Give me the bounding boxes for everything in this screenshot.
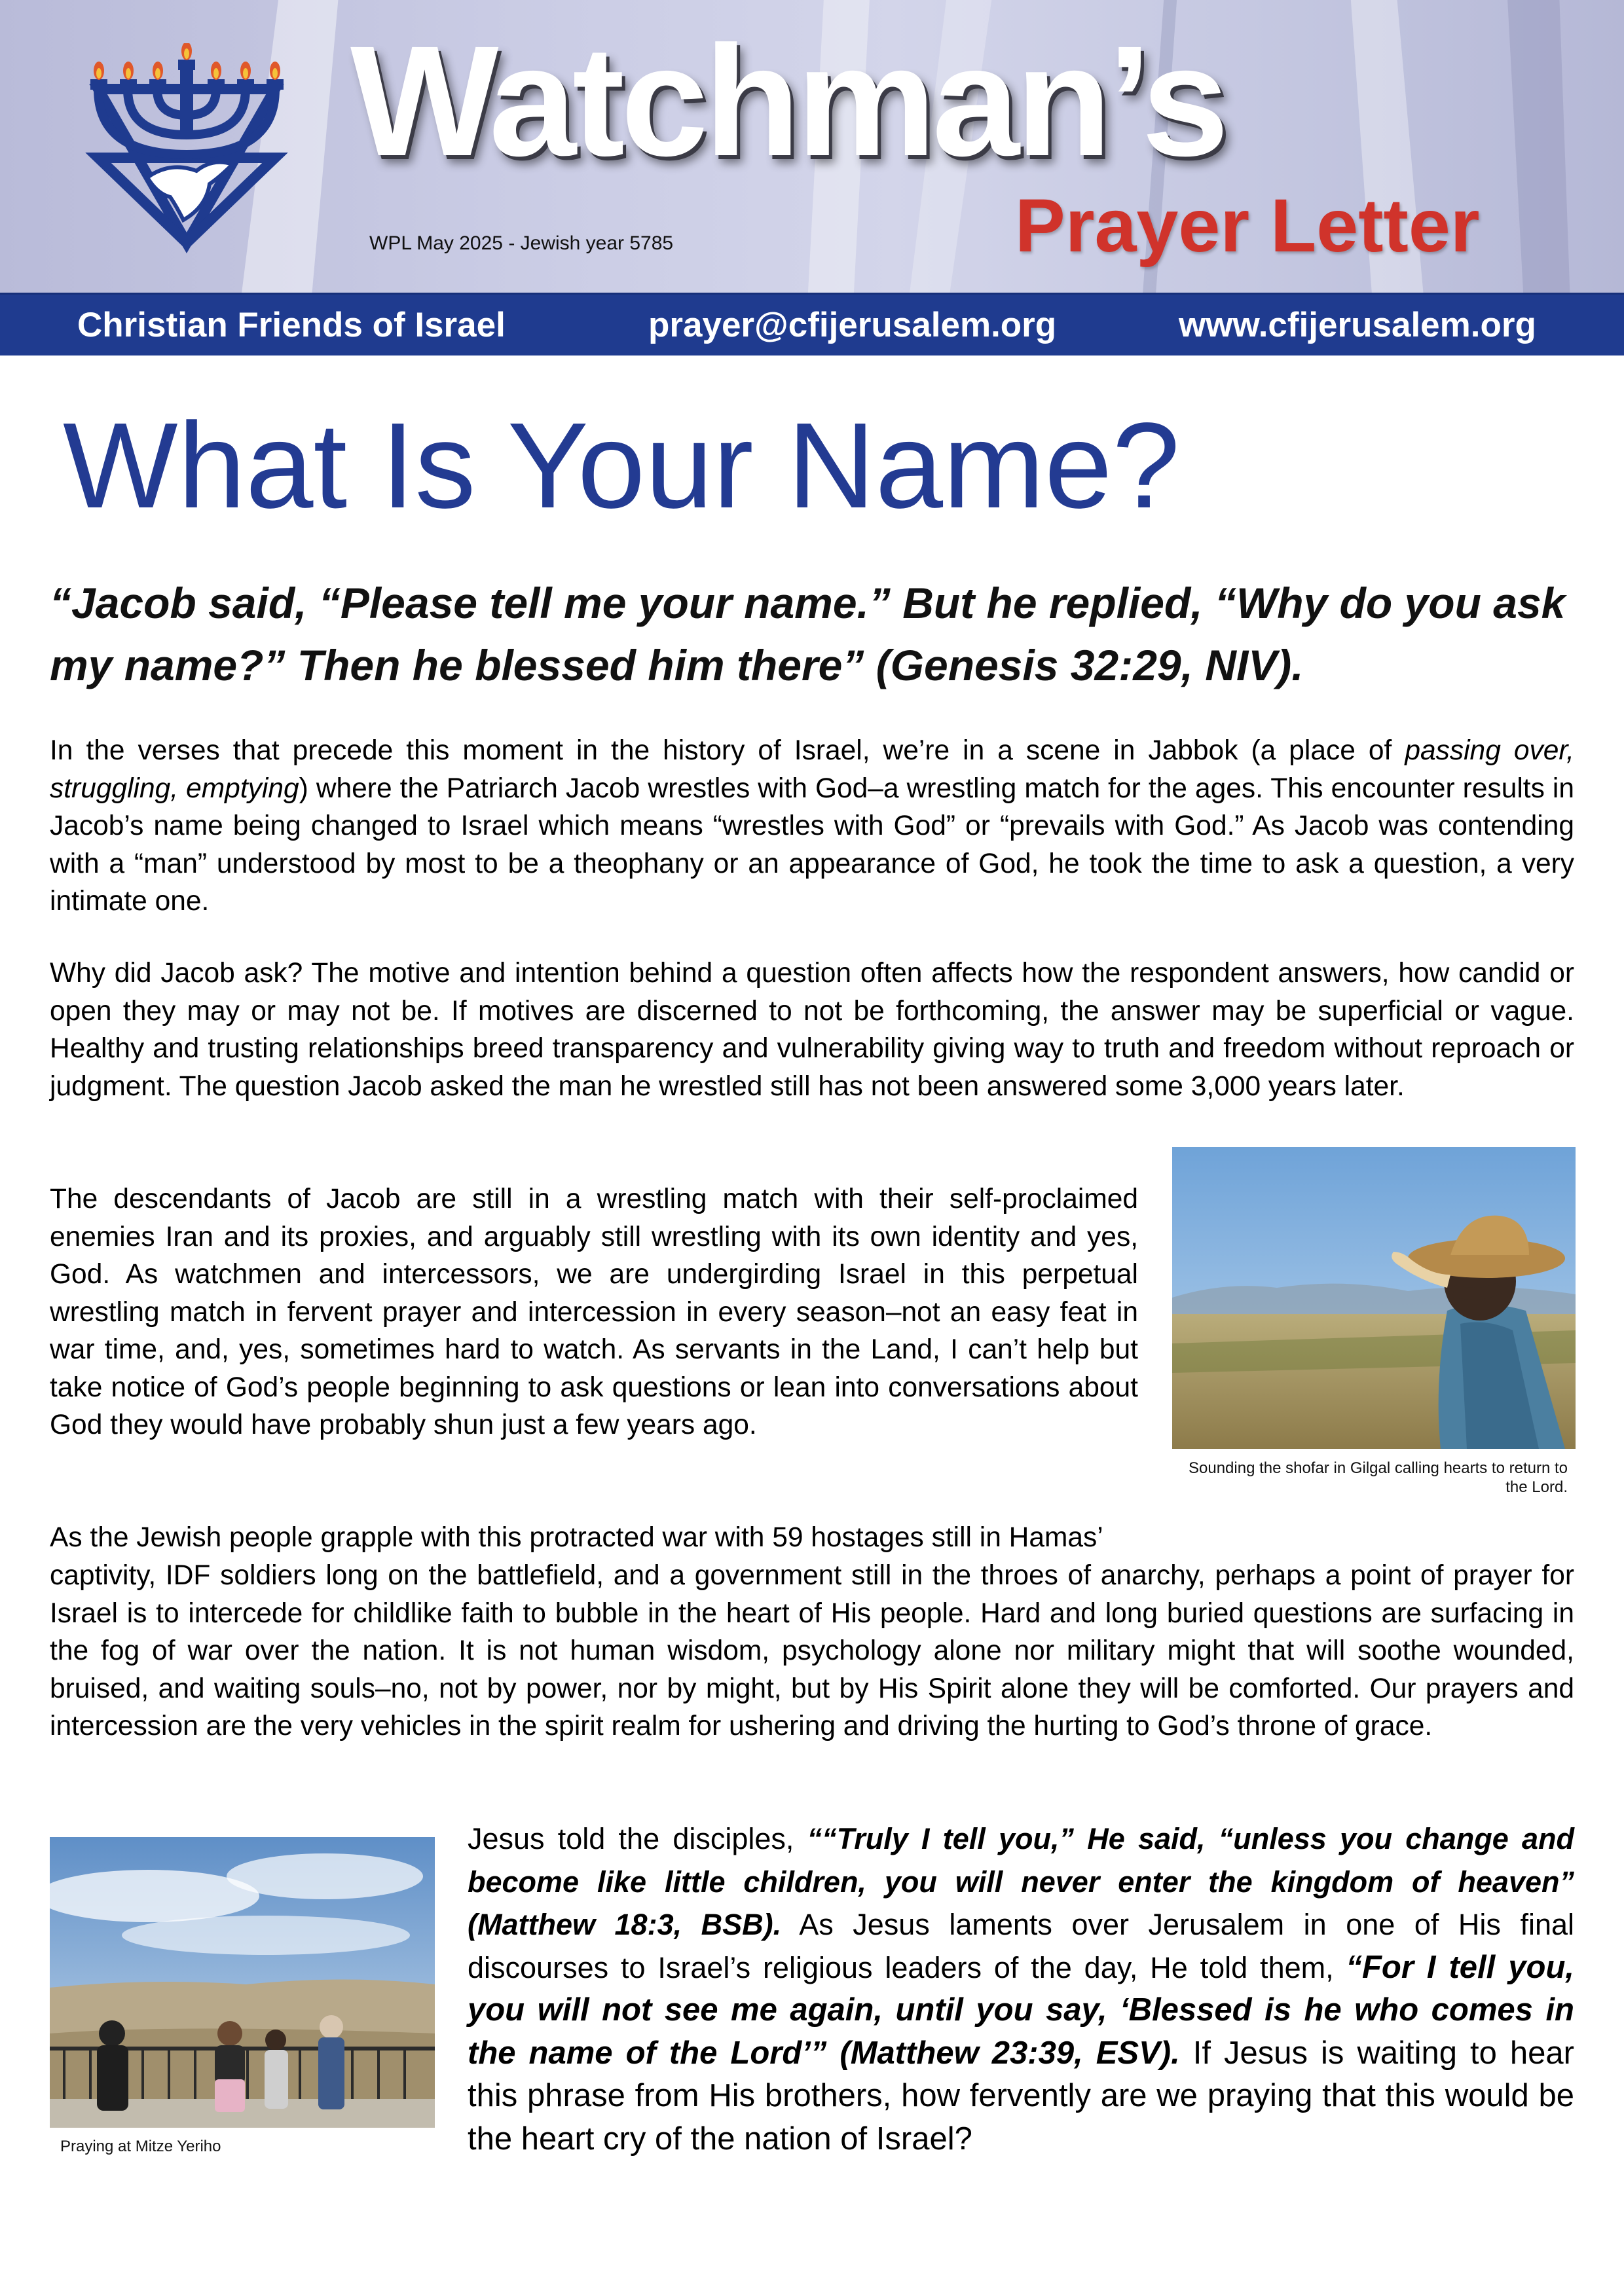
mitze-yeriho-photo-illustration <box>50 1837 435 2128</box>
paragraph-4-first-line: As the Jewish people grapple with this protracted war with 59 hostages still in Hamas’ <box>50 1522 1103 1553</box>
newsletter-title: Watchman’s <box>350 13 1225 189</box>
shofar-photo-illustration <box>1172 1147 1576 1449</box>
paragraph-1 <box>50 732 1574 920</box>
header-banner <box>0 0 1624 293</box>
paragraph-1-text-a: In the verses that precede this moment in the history of Israel, we’re in a scene in Jabbok (a place of <box>50 735 1405 766</box>
paragraph-5-text-e: If Jesus is waiting to hear this phrase from His brothers, how fervently are we praying that this would be the heart cry of the nation of Israel? <box>468 2035 1574 2157</box>
paragraph-1-italic: passing over, struggling, emptying <box>50 735 1574 804</box>
article-headline: What Is Your Name? <box>63 398 1180 534</box>
gilgal-photo-caption: Sounding the shofar in Gilgal calling hearts to return to the Lord. <box>1188 1459 1568 1496</box>
matthew-18-quote: ““Truly I tell you,” He said, “unless you change and become like little children, you will never enter the kingdom of heaven” (Matthew 18:3, BSB). <box>468 1822 1575 1941</box>
issue-date: WPL May 2025 - Jewish year 5785 <box>369 232 674 254</box>
mitze-photo-caption: Praying at Mitze Yeriho <box>60 2138 221 2155</box>
matthew-23-quote: “For I tell you, you will not see me again, until you say, ‘Blessed is he who comes in the name of the Lord’” (Matthew 23:39, ESV). <box>468 1949 1574 2071</box>
photo-shofar-gilgal <box>1172 1147 1576 1449</box>
org-name: Christian Friends of Israel <box>77 306 506 344</box>
lead-quote: “Jacob said, “Please tell me your name.” But he replied, “Why do you ask my name?” Then he blessed him there” (Genesis 32:29, NIV). <box>50 579 1566 689</box>
newsletter-subtitle: Prayer Letter <box>1015 184 1480 268</box>
paragraph-4: captivity, IDF soldiers long on the battlefield, and a government still in the throes of anarchy, perhaps a point of prayer for Israel is to intercede for childlike faith to bubble in the heart of His people. Hard and long buried questions are surfacing in the fog of war over the nation. It is not human wisdom, psychology alone nor military might that will soothe wounded, bruised, and waiting souls–no, not by power, nor by might, but by His Spirit alone they will be comforted. Our prayers and intercession are the very vehicles in the spirit realm for ushering and driving the hurting to God’s throne of grace. <box>50 1560 1574 1741</box>
paragraph-2: Why did Jacob ask? The motive and intention behind a question often affects how the respondent answers, how candid or open they may or may not be. If motives are discerned to not be forthcoming, the answer may be superficial or vague. Healthy and trusting relationships breed transparency and vulnerability giving way to truth and freedom without reproach or judgment. The question Jacob asked the man he wrestled still has not been answered some 3,000 years later. <box>50 958 1574 1102</box>
email-link[interactable]: prayer@cfijerusalem.org <box>648 306 1057 344</box>
menorah-star-dove-logo <box>72 43 301 266</box>
photo-mitze-yeriho <box>50 1837 435 2128</box>
website-link[interactable]: www.cfijerusalem.org <box>1179 306 1536 344</box>
paragraph-1-text-c: ) where the Patriarch Jacob wrestles with God–a wrestling match for the ages. This encounter results in Jacob’s name being changed to Israel which means “wrestles with God” or “prevails with God.” As Jacob was contending with a “man” understood by most to be a theophany or an appearance of God, he took the time to ask a question, a very intimate one. <box>50 773 1574 917</box>
paragraph-5-text-a: Jesus told the disciples, <box>468 1822 807 1855</box>
paragraph-5-text-c: As Jesus laments over Jerusalem in one of His final discourses to Israel’s religious leaders of the day, He told them, <box>468 1908 1574 1984</box>
contact-bar <box>0 293 1624 355</box>
paragraph-3: The descendants of Jacob are still in a wrestling match with their self-proclaimed enemies Iran and its proxies, and arguably still wrestling with its own identity and yes, God. As watchmen and intercessors, we are undergirding Israel in this perpetual wrestling match in fervent prayer and intercession in every season–not an easy feat in war time, and, yes, sometimes hard to watch. As servants in the Land, I can’t help but take notice of God’s people beginning to ask questions or lean into conversations about God they would have probably shun just a few years ago. <box>50 1184 1138 1440</box>
paragraph-5 <box>468 1817 1574 2160</box>
